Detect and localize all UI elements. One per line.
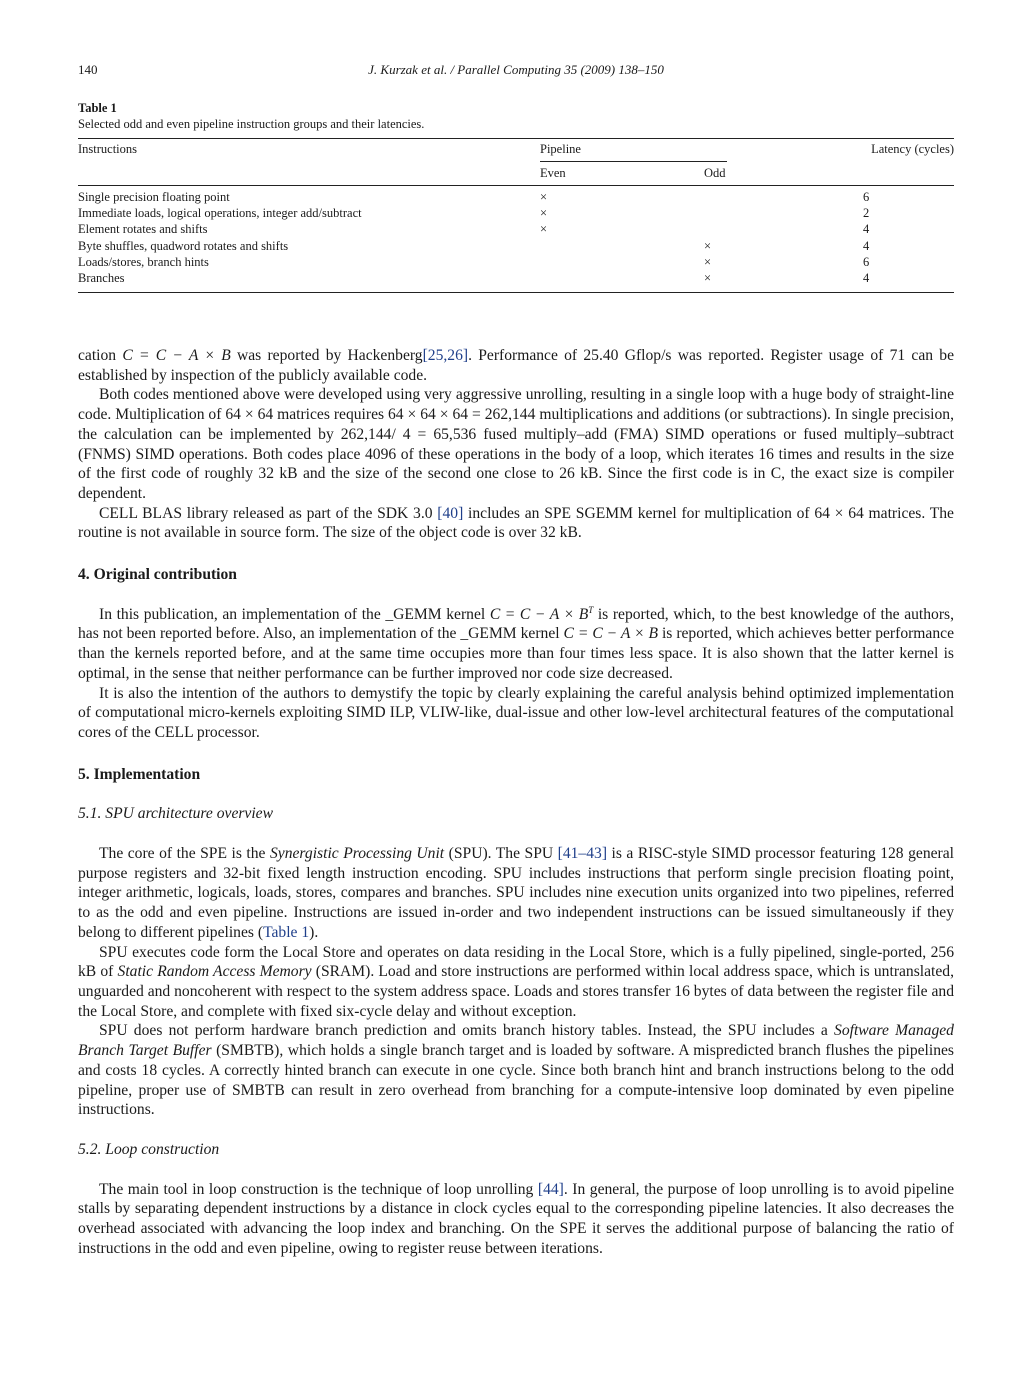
page-number: 140 xyxy=(78,62,98,77)
citation-link[interactable]: [41–43] xyxy=(557,845,608,863)
citation-link[interactable]: [25,26] xyxy=(422,347,469,364)
journal-citation: J. Kurzak et al. / Parallel Computing 35 (2009) 138–150 xyxy=(368,62,664,77)
table-cell-latency: 4 xyxy=(863,222,870,237)
italic-term: Synergistic Processing Unit xyxy=(269,845,445,863)
table-link[interactable]: Table 1 xyxy=(263,923,310,941)
text-run: is reported, which, to the best knowledge of the authors, has not been reported before. Also, an implementation of the _GEMM kernel xyxy=(78,605,954,643)
table-caption xyxy=(78,100,954,132)
paragraph xyxy=(78,943,954,1022)
col-header-pipeline: Pipeline xyxy=(540,142,581,156)
paragraph: It is also the intention of the authors to demystify the topic by clearly explaining the careful analysis behind optimized implementation of computational micro-kernels exploiting SIMD ILP, VLIW-like, dual-issue and other low-level architectural features of the computational cores of the CELL processor. xyxy=(78,684,954,741)
text-run: is reported, which achieves better performance than the kernels reported before, and at the same time occupies more than four times less space. It is also shown that the latter kernel is optimal, in the sense that neither performance can be further improved nor code size decreased. xyxy=(78,625,954,682)
italic-term: Static Random Access Memory xyxy=(117,963,312,981)
section-heading: 5. Implementation xyxy=(78,765,201,783)
table-label: Table 1 xyxy=(78,101,117,115)
running-header xyxy=(78,62,954,80)
paragraph xyxy=(78,504,954,543)
table-cell-even: × xyxy=(540,222,548,237)
text-run: The core of the SPE is the xyxy=(99,845,270,863)
math-superscript: T xyxy=(588,604,594,615)
table-cell-latency: 4 xyxy=(863,238,870,253)
paragraph xyxy=(78,844,954,943)
text-run: SPU does not perform hardware branch prediction and omits branch history tables. Instead, the SPU includes a xyxy=(99,1022,835,1040)
table-cell-even: × xyxy=(540,206,548,221)
math-expression: C = C − A × B xyxy=(122,347,231,364)
table-cell-instruction: Element rotates and shifts xyxy=(78,222,208,237)
text-run: was reported by Hackenberg xyxy=(230,347,423,364)
citation-link[interactable]: [40] xyxy=(437,504,464,522)
table-cell-latency: 6 xyxy=(863,190,870,204)
italic-term: Software Managed Branch Target Buffer xyxy=(78,1022,954,1060)
table-cell-instruction: Immediate loads, logical operations, integer add/subtract xyxy=(78,206,362,221)
text-run: (SMBTB), which holds a single branch target and is loaded by software. A mispredicted branch flushes the pipelines and costs 18 cycles. A correctly hinted branch can execute in one cycle. Since both branch hint and branch instructions belong to the odd pipeline, proper use of SMBTB can result in zero overhead from branching for a compute-intensive loop dominated by even pipeline instructions. xyxy=(78,1042,954,1119)
table-cell-latency: 2 xyxy=(863,206,870,221)
text-run: . In general, the purpose of loop unrolling is to avoid pipeline stalls by separating dependent instructions by a distance in clock cycles equal to the corresponding pipeline latencies. It also decreases the overhead associated with advancing the loop index and branching. On the SPE it serves the additional purpose of balancing the ratio of instructions in the odd and even pipeline, owing to register reuse between iterations. xyxy=(78,1180,955,1257)
text-run: (SPU). The SPU xyxy=(444,845,558,863)
table-cell-latency: 6 xyxy=(863,254,870,269)
text-run: is a RISC-style SIMD processor featuring 128 general purpose registers and 32-bit fixed length instruction encoding. SPU includes instructions that perform single precision floating point, integer arithmetic, logicals, loads, stores, compares and branches. SPU includes nine execution units organized into two pipelines, referred to as the odd and even pipeline. Instructions are issued in-order and two independent instructions can be issued simultaneously if they belong to different pipelines ( xyxy=(78,845,954,941)
table-cell-latency: 4 xyxy=(863,271,870,285)
table-cell-instruction: Branches xyxy=(78,271,125,285)
table-cell-odd: × xyxy=(704,271,712,285)
text-run: SPU executes code form the Local Store and operates on data residing in the Local Store, which is a fully pipelined, single-ported, 256 kB of xyxy=(78,943,954,981)
math-expression: C = C − A × B xyxy=(563,625,659,643)
pipeline-subrule xyxy=(540,161,727,162)
math-expression xyxy=(490,606,593,623)
text-run: The main tool in loop construction is the technique of loop unrolling xyxy=(99,1180,538,1198)
paragraph xyxy=(78,605,954,684)
paragraph xyxy=(78,346,954,385)
text-run: In this publication, an implementation of the _GEMM kernel xyxy=(99,605,490,623)
paragraph xyxy=(78,1180,954,1259)
table-top-rule xyxy=(78,138,954,139)
col-header-odd: Odd xyxy=(704,166,726,180)
paragraph: Both codes mentioned above were developed using very aggressive unrolling, resulting in a single loop with a huge body of straight-line code. Multiplication of 64 × 64 matrices requires 64 × 64 × 64 = 262,144 multiplications and additions (or subtractions). In single precision, the calculation can be implemented by 262,144/ 4 = 65,536 fused multiply–add (FMA) SIMD operations or fused multiply–subtract (FNMS) SIMD operations. Both codes place 4096 of these operations in the body of a loop, which iterates 16 times and results in the size of the first code of roughly 32 kB and the size of the second one close to 26 kB. Since the first code is in C, the exact size is compiler dependent. xyxy=(78,386,954,502)
col-header-instructions: Instructions xyxy=(78,142,138,156)
table-cell-odd: × xyxy=(704,254,712,269)
article-body xyxy=(78,346,954,1258)
table-header-rule xyxy=(78,185,954,186)
paragraph xyxy=(78,1021,954,1120)
col-header-latency: Latency (cycles) xyxy=(871,142,954,156)
table-bottom-rule xyxy=(78,292,954,293)
col-header-even: Even xyxy=(540,166,566,180)
subsection-heading: 5.1. SPU architecture overview xyxy=(78,805,274,823)
table-cell-instruction: Byte shuffles, quadword rotates and shifts xyxy=(78,238,289,253)
text-run: CELL BLAS library released as part of the SDK 3.0 xyxy=(99,504,438,522)
section-heading: 4. Original contribution xyxy=(78,566,237,584)
math-run: C = C − A × B xyxy=(489,605,589,623)
text-run: (SRAM). Load and store instructions are performed within local address space, which is untranslated, unguarded and noncoherent with respect to the system address space. Loads and stores transfer 16 bytes of data between the register file and the Local Store, and complete with fixed six-cycle delay and without exception. xyxy=(78,963,954,1020)
text-run: cation xyxy=(78,347,123,364)
table-cell-even: × xyxy=(540,190,548,204)
table-cell-odd: × xyxy=(704,238,712,253)
table-cell-instruction: Loads/stores, branch hints xyxy=(78,254,209,269)
subsection-heading: 5.2. Loop construction xyxy=(78,1140,220,1158)
citation-link[interactable]: [44] xyxy=(537,1180,564,1198)
table-caption-text: Selected odd and even pipeline instruction groups and their latencies. xyxy=(78,117,425,131)
text-run: . Performance of 25.40 Gflop/s was reported. Register usage of 71 can be established by inspection of the publicly available code. xyxy=(78,347,955,384)
table-cell-instruction: Single precision floating point xyxy=(78,190,230,204)
text-run: includes an SPE SGEMM kernel for multiplication of 64 × 64 matrices. The routine is not available in source form. The size of the object code is over 32 kB. xyxy=(78,504,954,542)
text-run: ). xyxy=(309,923,319,941)
